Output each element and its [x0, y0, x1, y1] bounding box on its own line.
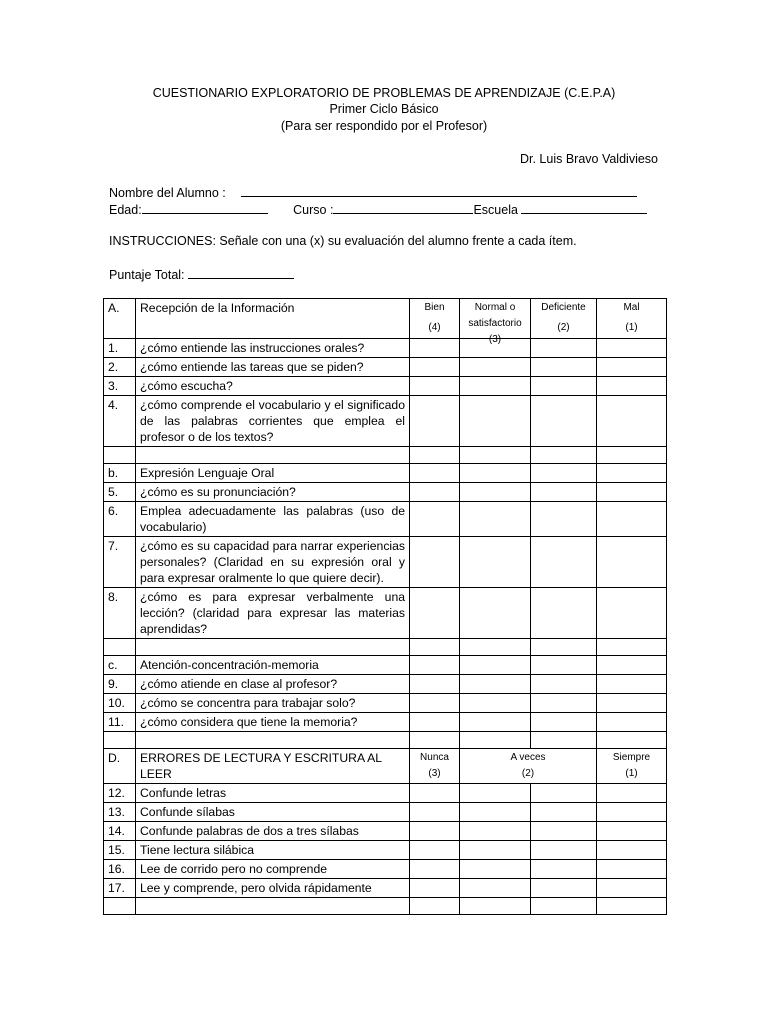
age-label: Edad: — [109, 203, 142, 217]
item-row: 3. ¿cómo escucha? — [104, 377, 667, 396]
section-header-c — [104, 656, 667, 675]
item-row: 15. Tiene lectura silábica — [104, 841, 667, 860]
school-label: Escuela — [473, 203, 518, 217]
spacer-row — [104, 732, 667, 749]
age-course-school-row — [109, 201, 647, 217]
item-row: 2. ¿cómo entiende las tareas que se piden? — [104, 358, 667, 377]
item-row: 8. ¿cómo es para expresar verbalmente una lección? (claridad para expresar las materias aprendidas? — [104, 588, 667, 639]
student-name-field[interactable] — [241, 184, 637, 197]
item-row: 6. Emplea adecuadamente las palabras (uso de vocabulario) — [104, 502, 667, 537]
course-field[interactable] — [333, 201, 473, 214]
scale-normal: Normal o satisfactorio (3) — [460, 299, 531, 339]
section-letter: A. — [104, 299, 136, 339]
item-row: 5. ¿cómo es su pronunciación? — [104, 483, 667, 502]
section-title: ERRORES DE LECTURA Y ESCRITURA AL LEER — [136, 749, 410, 784]
course-label: Curso : — [293, 203, 334, 217]
questionnaire-table — [103, 298, 667, 915]
total-score-field[interactable] — [188, 266, 294, 279]
total-score-label: Puntaje Total: — [109, 268, 185, 282]
total-score-row — [109, 266, 294, 282]
item-row: 10. ¿cómo se concentra para trabajar solo? — [104, 694, 667, 713]
item-row: 16. Lee de corrido pero no comprende — [104, 860, 667, 879]
scale-nunca: Nunca (3) — [410, 749, 460, 784]
section-letter: c. — [104, 656, 136, 675]
spacer-row — [104, 447, 667, 464]
student-name-label: Nombre del Alumno : — [109, 186, 226, 200]
section-header-b — [104, 464, 667, 483]
section-letter: b. — [104, 464, 136, 483]
section-header-d — [104, 749, 667, 784]
item-row: 4. ¿cómo comprende el vocabulario y el significado de las palabras corrientes que emplea el profesor o de los textos? — [104, 396, 667, 447]
section-title: Expresión Lenguaje Oral — [136, 464, 410, 483]
section-header-a — [104, 299, 667, 339]
item-row: 7. ¿cómo es su capacidad para narrar experiencias personales? (Claridad en su expresión oral y para expresar oralmente lo que quiere decir). — [104, 537, 667, 588]
instructions: INSTRUCCIONES: Señale con una (x) su evaluación del alumno frente a cada ítem. — [109, 234, 577, 248]
section-letter: D. — [104, 749, 136, 784]
item-row: 13. Confunde sílabas — [104, 803, 667, 822]
scale-a-veces: A veces (2) — [460, 749, 597, 784]
school-field[interactable] — [521, 201, 647, 214]
document-title: CUESTIONARIO EXPLORATORIO DE PROBLEMAS DE APRENDIZAJE (C.E.P.A) — [152, 86, 616, 100]
item-row: 17. Lee y comprende, pero olvida rápidamente — [104, 879, 667, 898]
spacer-row — [104, 639, 667, 656]
spacer-row — [104, 898, 667, 915]
document-subtitle: Primer Ciclo Básico — [329, 102, 439, 116]
student-name-row — [109, 184, 637, 200]
document-note: (Para ser respondido por el Profesor) — [280, 119, 488, 133]
item-row: 14. Confunde palabras de dos a tres sílabas — [104, 822, 667, 841]
author-name: Dr. Luis Bravo Valdivieso — [519, 152, 658, 166]
scale-deficiente: Deficiente (2) — [531, 299, 597, 339]
scale-bien: Bien (4) — [410, 299, 460, 339]
section-title: Recepción de la Información — [136, 299, 410, 339]
age-field[interactable] — [142, 201, 268, 214]
item-row: 9. ¿cómo atiende en clase al profesor? — [104, 675, 667, 694]
item-row: 1. ¿cómo entiende las instrucciones orales? — [104, 339, 667, 358]
scale-mal: Mal (1) — [597, 299, 667, 339]
section-title: Atención-concentración-memoria — [136, 656, 410, 675]
item-row: 12. Confunde letras — [104, 784, 667, 803]
scale-siempre: Siempre (1) — [597, 749, 667, 784]
item-row: 11. ¿cómo considera que tiene la memoria? — [104, 713, 667, 732]
